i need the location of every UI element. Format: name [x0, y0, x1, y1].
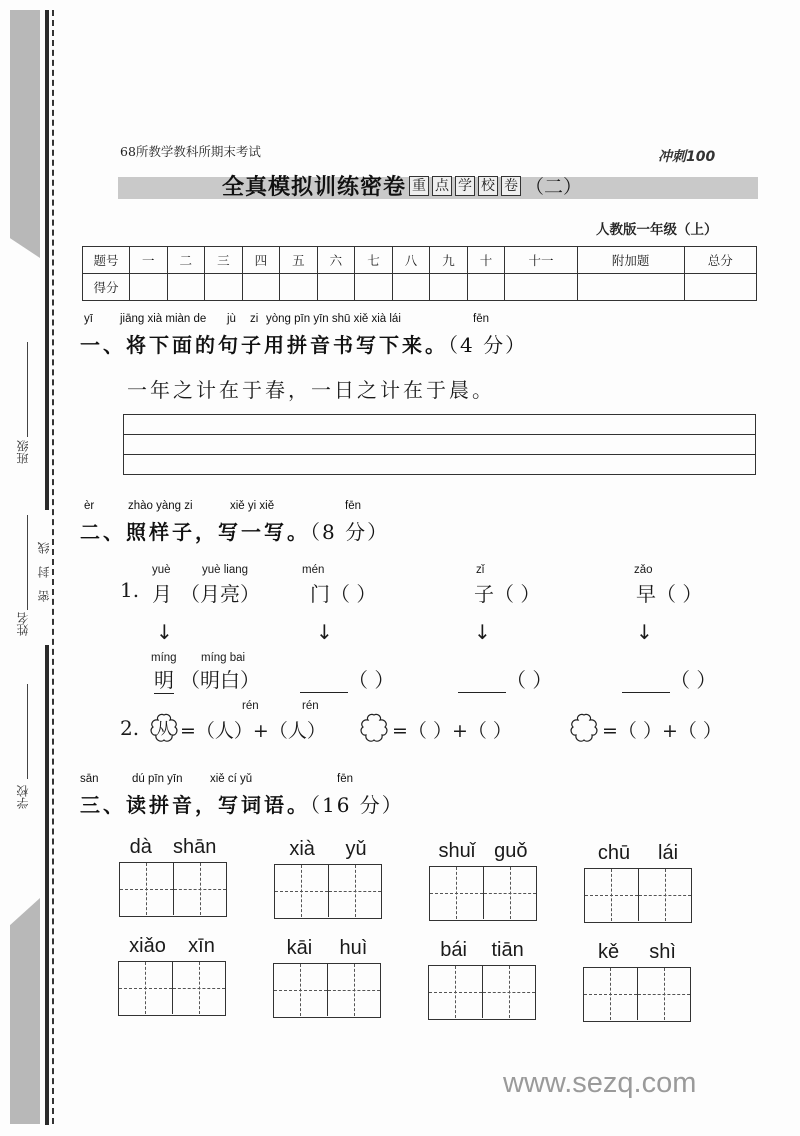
- binding-dashed-line: [52, 10, 54, 1124]
- new-char-row: [622, 664, 716, 693]
- pinyin: guǒ: [494, 840, 528, 862]
- slogan: 冲刺100: [658, 149, 716, 165]
- down-arrow-icon: ↓: [316, 620, 333, 644]
- pinyin: jiāng xià miàn de: [120, 313, 207, 325]
- word-blank[interactable]: （ ）: [348, 668, 395, 692]
- word-blank[interactable]: （ ）: [330, 582, 377, 606]
- points: （8 分）: [310, 520, 390, 544]
- row-label: 得分: [83, 274, 130, 301]
- score-cell[interactable]: [355, 274, 393, 301]
- tian-cell[interactable]: [275, 865, 328, 917]
- row-label: 题号: [83, 247, 130, 274]
- word-blank[interactable]: （ ）: [494, 582, 541, 606]
- score-table: [82, 246, 757, 301]
- section-3-pinyin: [80, 773, 380, 789]
- tian-cell[interactable]: [327, 964, 380, 1016]
- pinyin: shān: [173, 836, 217, 858]
- score-cell[interactable]: [392, 274, 430, 301]
- tian-cell[interactable]: [638, 869, 691, 921]
- writing-line: [124, 454, 755, 455]
- char-blank[interactable]: [622, 673, 670, 693]
- q1-number: 1.: [120, 578, 140, 602]
- pinyin: chū: [597, 842, 631, 864]
- pinyin: dà: [129, 836, 152, 858]
- pinyin-writing-area[interactable]: [123, 414, 756, 475]
- tian-cell[interactable]: [430, 867, 483, 919]
- item-char: 早: [636, 582, 656, 606]
- pinyin: fēn: [337, 773, 353, 785]
- score-cell[interactable]: [242, 274, 280, 301]
- section-1-heading: [80, 329, 527, 358]
- example-char: 月: [152, 582, 172, 606]
- word-grid: [274, 838, 382, 919]
- score-cell[interactable]: [317, 274, 355, 301]
- flower-icon[interactable]: [568, 712, 600, 744]
- item-char: 门: [310, 582, 330, 606]
- points: （16 分）: [310, 793, 404, 817]
- pinyin: tiān: [491, 939, 524, 961]
- pinyin: zi: [250, 313, 259, 325]
- class-field-line[interactable]: [27, 342, 28, 437]
- word-grid: [429, 840, 537, 921]
- binding-solid-line-lower: [45, 645, 49, 1125]
- school-field-line[interactable]: [27, 684, 28, 779]
- column-header: 一: [130, 247, 168, 274]
- score-cell[interactable]: [505, 274, 577, 301]
- boxed-char: 卷: [501, 176, 521, 196]
- tian-cell[interactable]: [120, 863, 173, 915]
- section-2: [80, 500, 400, 545]
- char-blank[interactable]: [458, 673, 506, 693]
- pinyin: yòng pīn yīn shū xiě xià lái: [266, 313, 401, 325]
- school-label: 学校: [16, 785, 30, 809]
- pinyin: xiě cí yǔ: [210, 773, 253, 785]
- source-sentence: 一年之计在于春，一日之计在于晨。: [127, 378, 495, 402]
- word-grid: [583, 941, 691, 1022]
- equation-blank[interactable]: =（ ）+（ ）: [392, 720, 512, 742]
- section-2-heading: [80, 516, 400, 545]
- seal-line-text: 密封线: [37, 530, 51, 602]
- pinyin: zǎo: [634, 564, 653, 576]
- pinyin: kāi: [286, 937, 313, 959]
- column-header: 六: [317, 247, 355, 274]
- edition-label: 人教版一年级（上）: [596, 222, 718, 238]
- name-field-line[interactable]: [27, 515, 28, 610]
- section-3: [80, 773, 404, 818]
- section-3-heading: [80, 789, 404, 818]
- pinyin: fēn: [473, 313, 489, 325]
- column-header: 总分: [684, 247, 756, 274]
- volume-number: （二）: [525, 176, 583, 198]
- score-cell[interactable]: [430, 274, 468, 301]
- q2-number: 2.: [120, 716, 140, 740]
- example-word: （月亮）: [180, 582, 260, 606]
- tian-cell[interactable]: [172, 962, 225, 1014]
- page-title: [222, 170, 582, 201]
- pinyin: yī: [84, 313, 93, 325]
- word-blank[interactable]: （ ）: [506, 668, 553, 692]
- title-main: 全真模拟训练密卷: [222, 175, 407, 200]
- pinyin: zhào yàng zi: [128, 500, 193, 512]
- pinyin: míng: [151, 652, 177, 664]
- pinyin: dú pīn yīn: [132, 773, 183, 785]
- example-result-char: 明: [154, 664, 174, 694]
- tian-cell[interactable]: [482, 966, 535, 1018]
- heading-text: 一、将下面的句子用拼音书写下来。: [80, 333, 448, 357]
- watermark: www.sezq.com: [503, 1067, 697, 1099]
- column-header: 五: [280, 247, 318, 274]
- pinyin: shuǐ: [438, 840, 476, 862]
- column-header: 八: [392, 247, 430, 274]
- heading-text: 三、读拼音，写词语。: [80, 793, 310, 817]
- pinyin: míng bai: [201, 652, 246, 664]
- item-char: 子: [474, 582, 494, 606]
- binding-solid-line-upper: [45, 10, 49, 510]
- binding-shade-bottom: [10, 898, 40, 1124]
- word-grid: [273, 937, 381, 1018]
- boxed-char: 重: [409, 176, 429, 196]
- score-cell[interactable]: [467, 274, 505, 301]
- name-label: 姓名: [16, 612, 30, 636]
- score-cell[interactable]: [684, 274, 756, 301]
- char-blank[interactable]: [300, 673, 348, 693]
- tian-cell[interactable]: [328, 865, 381, 917]
- pinyin: kě: [598, 941, 620, 963]
- column-header: 附加题: [577, 247, 684, 274]
- column-header: 三: [205, 247, 243, 274]
- pinyin: xiǎo: [129, 935, 166, 957]
- flower-icon: [148, 712, 180, 744]
- column-header: 四: [242, 247, 280, 274]
- down-arrow-icon: ↓: [156, 620, 173, 644]
- pinyin: xiě yi xiě: [230, 500, 275, 512]
- tian-cell[interactable]: [637, 968, 690, 1020]
- writing-line: [124, 434, 755, 435]
- heading-text: 二、照样子，写一写。: [80, 520, 310, 544]
- pinyin: zǐ: [476, 564, 485, 576]
- score-cell[interactable]: [280, 274, 318, 301]
- score-cell[interactable]: [167, 274, 205, 301]
- new-char-row: [458, 664, 552, 693]
- pinyin: yuè liang: [202, 564, 249, 576]
- column-header: 七: [355, 247, 393, 274]
- pinyin: rén: [302, 700, 319, 712]
- pinyin: fēn: [345, 500, 361, 512]
- new-char-row: [300, 664, 394, 693]
- flower-char: 从: [155, 719, 172, 738]
- word-blank[interactable]: （ ）: [670, 668, 717, 692]
- tian-cell[interactable]: [483, 867, 536, 919]
- boxed-char: 学: [455, 176, 475, 196]
- word-grid: [118, 935, 226, 1016]
- section-1-pinyin: [80, 313, 520, 329]
- boxed-char: 校: [478, 176, 498, 196]
- pinyin: shì: [649, 941, 676, 963]
- down-arrow-icon: ↓: [474, 620, 491, 644]
- pinyin: jù: [227, 313, 236, 325]
- boxed-char: 点: [432, 176, 452, 196]
- section-2-pinyin: [80, 500, 400, 516]
- equation-blank[interactable]: =（ ）+（ ）: [602, 720, 722, 742]
- word-grid: [119, 836, 227, 917]
- pinyin: xià: [289, 838, 315, 860]
- pinyin: lái: [658, 842, 679, 864]
- example-equation: =（人）+（人）: [180, 720, 326, 742]
- exam-series: 68所教学教科所期末考试: [120, 144, 261, 159]
- column-header: 十: [467, 247, 505, 274]
- score-cell[interactable]: [205, 274, 243, 301]
- class-label: 班级: [16, 440, 30, 464]
- word-grid: [428, 939, 536, 1020]
- down-arrow-icon: ↓: [636, 620, 653, 644]
- tian-cell[interactable]: [274, 964, 327, 1016]
- pinyin: rén: [242, 700, 259, 712]
- pinyin: èr: [84, 500, 95, 512]
- word-blank[interactable]: （ ）: [656, 582, 703, 606]
- column-header: 九: [430, 247, 468, 274]
- pinyin: bái: [440, 939, 467, 961]
- pinyin: xīn: [188, 935, 215, 957]
- tian-cell[interactable]: [173, 863, 226, 915]
- pinyin: huì: [339, 937, 368, 959]
- tian-cell[interactable]: [119, 962, 172, 1014]
- column-header: 二: [167, 247, 205, 274]
- pinyin: sān: [80, 773, 99, 785]
- word-grid: [584, 842, 692, 923]
- tian-cell[interactable]: [429, 966, 482, 1018]
- tian-cell[interactable]: [585, 869, 638, 921]
- question-number-row: [83, 247, 757, 274]
- pinyin: yǔ: [345, 838, 367, 860]
- pinyin: yuè: [152, 564, 171, 576]
- pinyin: mén: [302, 564, 325, 576]
- points: （4 分）: [448, 333, 528, 357]
- example-result-word: （明白）: [180, 668, 260, 692]
- score-cell[interactable]: [577, 274, 684, 301]
- score-cell[interactable]: [130, 274, 168, 301]
- section-1: [80, 313, 527, 358]
- tian-cell[interactable]: [584, 968, 637, 1020]
- column-header: 十一: [505, 247, 577, 274]
- flower-icon[interactable]: [358, 712, 390, 744]
- binding-shade-top: [10, 10, 40, 258]
- score-row: [83, 274, 757, 301]
